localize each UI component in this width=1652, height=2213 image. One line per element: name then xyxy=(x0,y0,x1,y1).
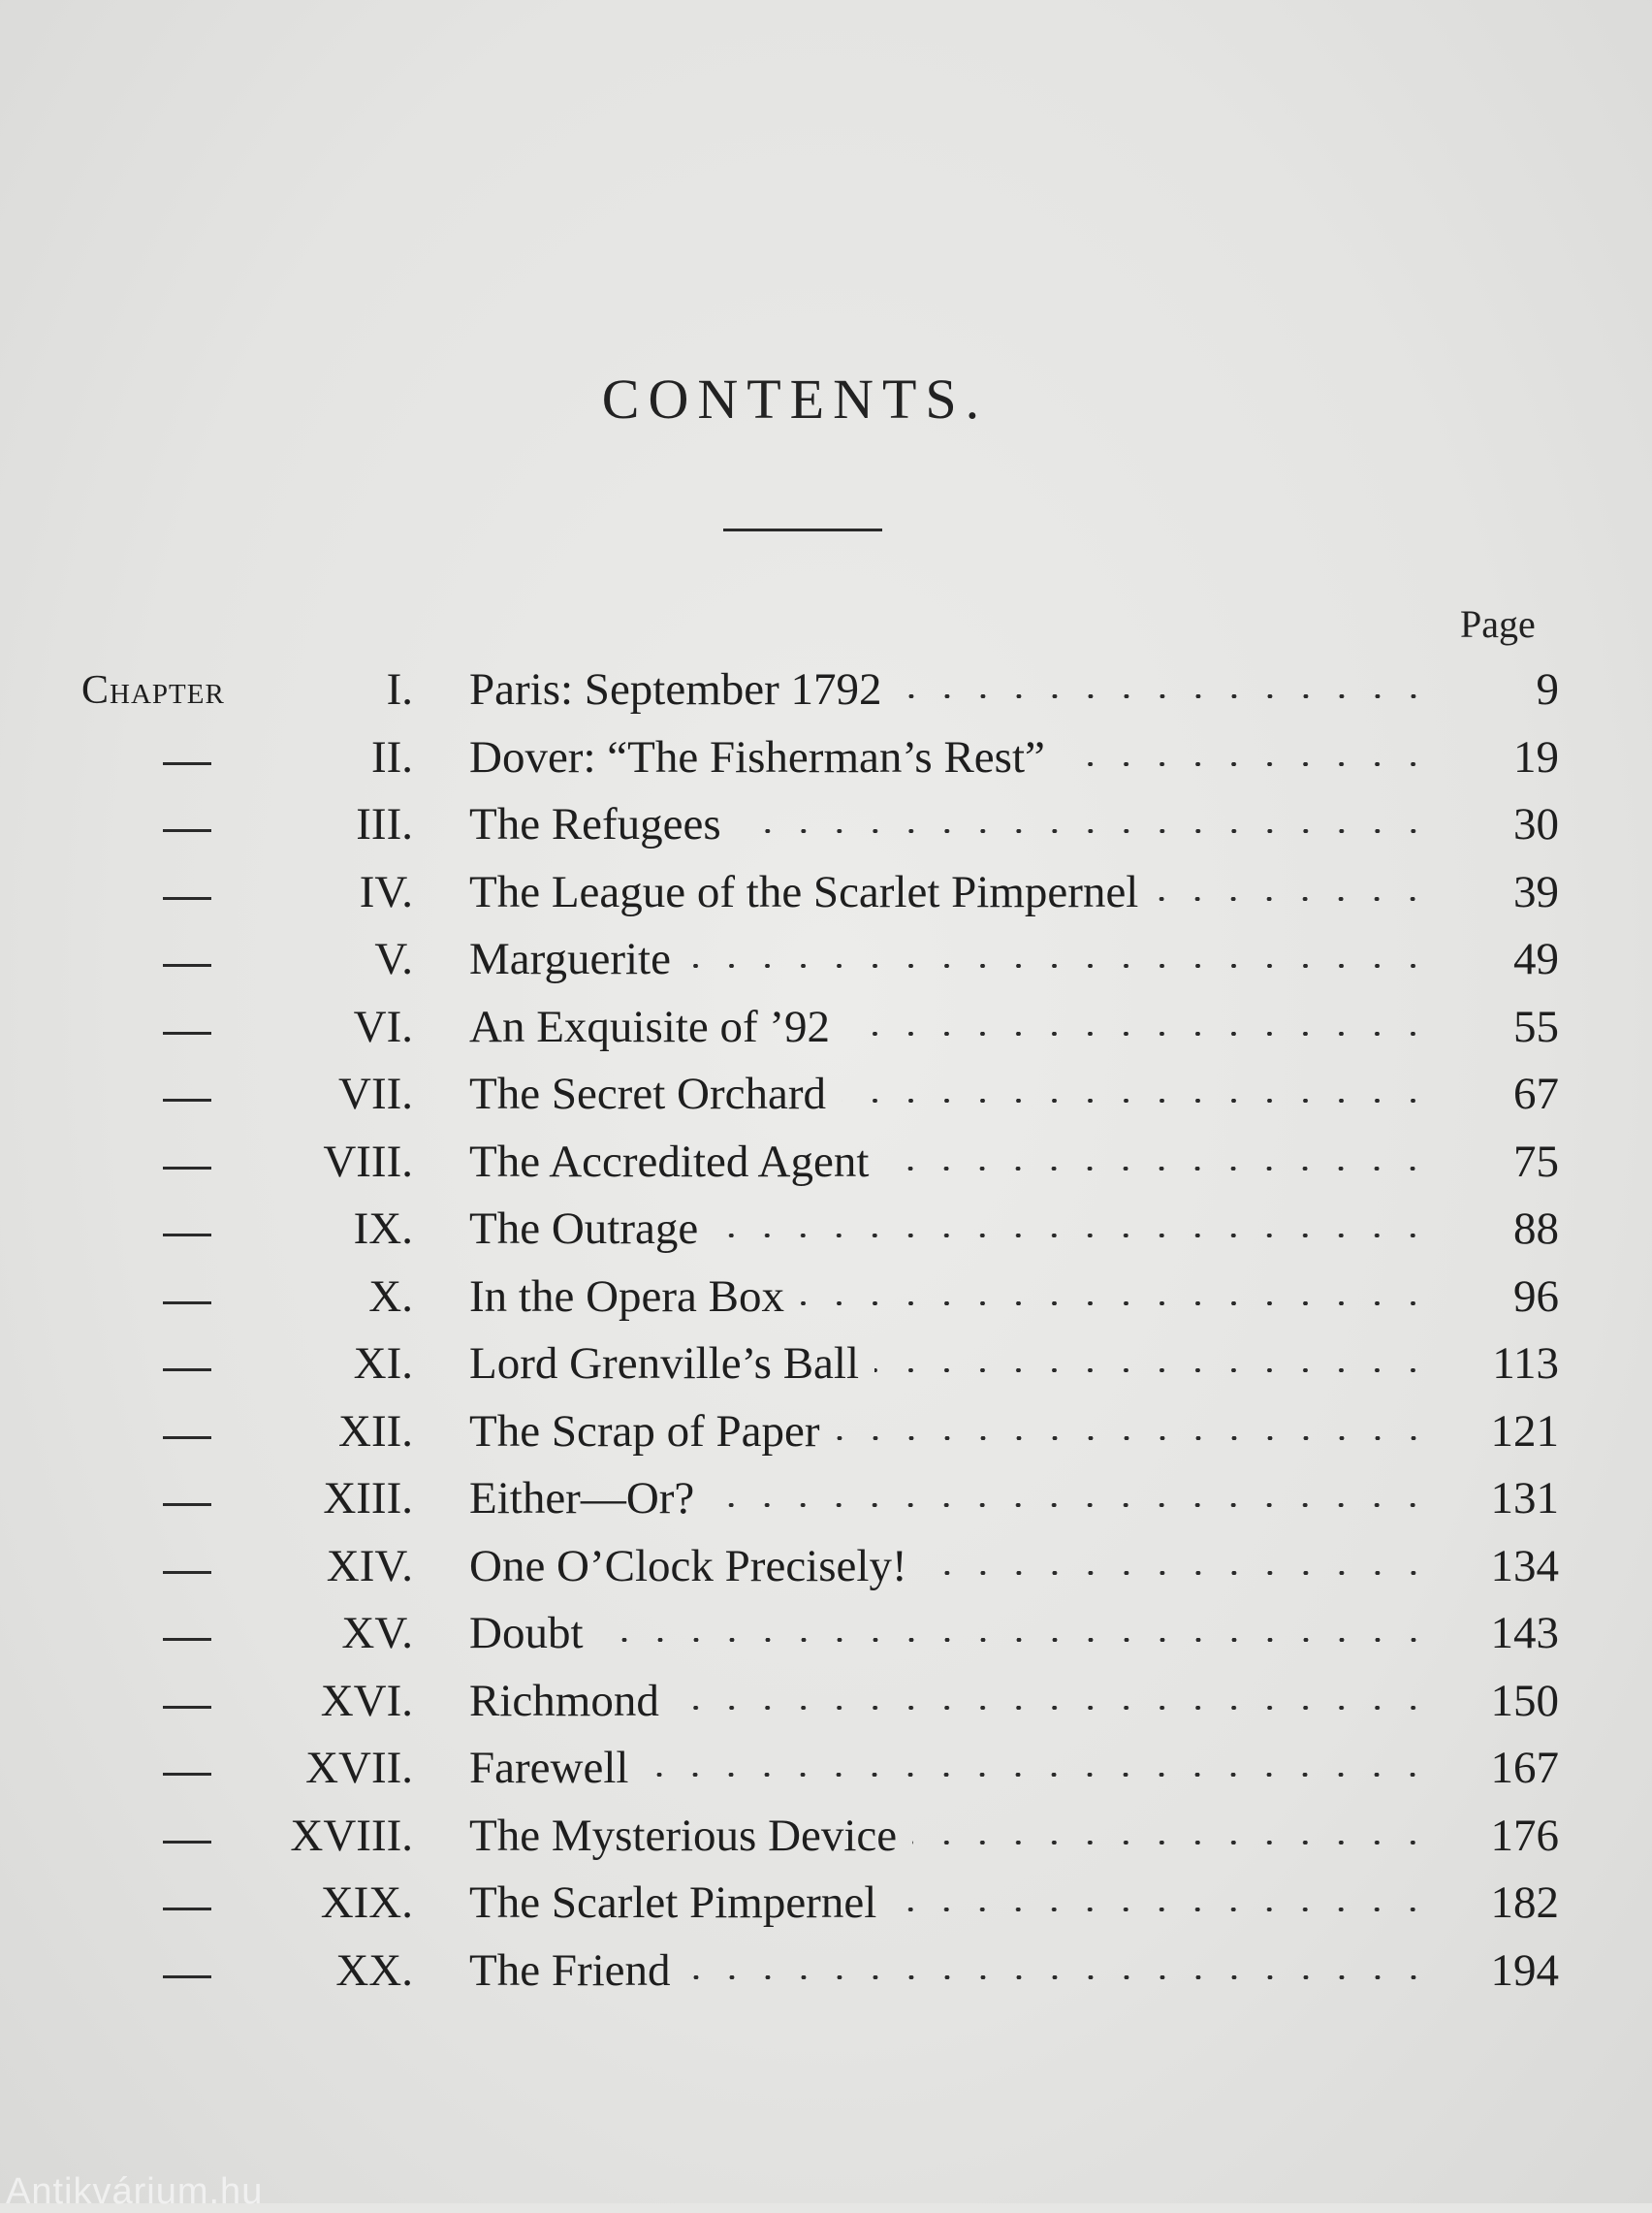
chapter-numeral: IV. xyxy=(359,866,413,917)
chapter-title: The Secret Orchard xyxy=(469,1069,826,1119)
page-number: 30 xyxy=(1513,799,1559,850)
chapter-title: The Accredited Agent xyxy=(469,1136,870,1187)
ditto-dash xyxy=(163,1908,211,1910)
page-number: 55 xyxy=(1513,1001,1559,1052)
chapter-numeral: XX. xyxy=(335,1944,413,1996)
chapter-numeral: VII. xyxy=(338,1069,413,1119)
toc-entry xyxy=(0,1536,1652,1604)
dot-leader xyxy=(874,1368,1431,1372)
chapter-numeral: XIII. xyxy=(323,1473,413,1523)
chapter-title: An Exquisite of ’92 xyxy=(469,1001,831,1052)
ditto-dash xyxy=(163,1436,211,1439)
toc-entry xyxy=(0,1199,1652,1267)
chapter-title: Farewell xyxy=(469,1743,629,1793)
ditto-dash xyxy=(163,829,211,832)
toc-entry xyxy=(0,1333,1652,1401)
dot-leader xyxy=(884,1167,1431,1171)
page-number: 121 xyxy=(1490,1405,1559,1457)
chapter-title: Dover: “The Fisherman’s Rest” xyxy=(469,731,1045,783)
dot-leader xyxy=(599,1638,1432,1642)
page-number: 182 xyxy=(1490,1877,1559,1928)
page-number: 96 xyxy=(1513,1270,1559,1322)
dot-leader xyxy=(892,1908,1431,1911)
chapter-title: The Scarlet Pimpernel xyxy=(469,1877,877,1928)
ditto-dash xyxy=(163,1706,211,1709)
dot-leader xyxy=(686,964,1431,968)
table-of-contents xyxy=(0,659,1652,2007)
toc-entry xyxy=(0,997,1652,1065)
chapter-numeral: I. xyxy=(386,664,413,715)
dot-leader xyxy=(737,829,1431,833)
chapter-title: Doubt xyxy=(469,1608,584,1658)
toc-entry xyxy=(0,1671,1652,1739)
ditto-dash xyxy=(163,1638,211,1641)
toc-entry xyxy=(0,929,1652,997)
dot-leader xyxy=(836,1436,1432,1440)
chapter-title: The Refugees xyxy=(469,799,721,850)
dot-leader xyxy=(714,1234,1431,1237)
contents-heading: CONTENTS. xyxy=(601,368,989,431)
page-number: 150 xyxy=(1490,1675,1559,1726)
chapter-title: The Mysterious Device xyxy=(469,1810,898,1861)
ditto-dash xyxy=(163,1773,211,1776)
page-number: 49 xyxy=(1513,934,1559,984)
toc-entry xyxy=(0,727,1652,795)
page-number: 39 xyxy=(1513,866,1559,917)
ditto-dash xyxy=(163,1571,211,1574)
ditto-dash xyxy=(163,1368,211,1371)
chapter-numeral: III. xyxy=(356,799,413,850)
ditto-dash xyxy=(163,1167,211,1170)
toc-entry xyxy=(0,1873,1652,1940)
ditto-dash xyxy=(163,964,211,967)
page-number: 113 xyxy=(1492,1338,1559,1389)
chapter-numeral: XIV. xyxy=(326,1540,413,1591)
page-number: 143 xyxy=(1490,1608,1559,1658)
chapter-numeral: VI. xyxy=(353,1001,413,1052)
chapter-numeral: XVII. xyxy=(305,1743,413,1793)
chapter-title: Either—Or? xyxy=(469,1473,695,1523)
page-number: 19 xyxy=(1513,731,1559,783)
page-number: 9 xyxy=(1536,664,1559,715)
dot-leader xyxy=(842,1099,1431,1103)
chapter-numeral: IX. xyxy=(353,1203,413,1254)
toc-entry xyxy=(0,1267,1652,1334)
chapter-title: In the Opera Box xyxy=(469,1270,784,1322)
chapter-title: One O’Clock Precisely! xyxy=(469,1540,907,1591)
chapter-numeral: II. xyxy=(370,731,413,783)
heading-rule xyxy=(723,529,882,531)
ditto-dash xyxy=(163,1503,211,1506)
chapter-numeral: V. xyxy=(374,934,413,984)
toc-entry xyxy=(0,1603,1652,1671)
dot-leader xyxy=(1061,762,1431,766)
page-number: 194 xyxy=(1490,1944,1559,1996)
ditto-dash xyxy=(163,1234,211,1236)
ditto-dash xyxy=(163,897,211,900)
dot-leader xyxy=(644,1773,1431,1777)
page-number: 167 xyxy=(1490,1743,1559,1793)
page-number: 75 xyxy=(1513,1136,1559,1187)
toc-entry xyxy=(0,1468,1652,1536)
chapter-numeral: XV. xyxy=(341,1608,413,1658)
chapter-numeral: XI. xyxy=(353,1338,413,1389)
chapter-numeral: VIII. xyxy=(323,1136,413,1187)
chapter-title: The Friend xyxy=(469,1944,671,1996)
ditto-dash xyxy=(163,1099,211,1102)
dot-leader xyxy=(686,1975,1431,1979)
dot-leader xyxy=(923,1571,1431,1575)
page-number: 88 xyxy=(1513,1203,1559,1254)
dot-leader xyxy=(1154,897,1431,901)
chapter-title: The Outrage xyxy=(469,1203,699,1254)
chapter-title: The Scrap of Paper xyxy=(469,1405,820,1457)
page-number: 176 xyxy=(1490,1810,1559,1861)
ditto-dash xyxy=(163,1841,211,1844)
toc-entry xyxy=(0,862,1652,930)
dot-leader xyxy=(675,1706,1431,1710)
dot-leader xyxy=(898,694,1431,698)
watermark: Antikvárium.hu xyxy=(6,2171,264,2212)
toc-entry xyxy=(0,1806,1652,1874)
page-column-label: Page xyxy=(1460,602,1536,646)
dot-leader xyxy=(845,1032,1431,1036)
dot-leader xyxy=(710,1503,1431,1507)
chapter-numeral: X. xyxy=(368,1270,413,1322)
toc-entry xyxy=(0,1401,1652,1469)
chapter-title: Richmond xyxy=(469,1675,659,1726)
chapter-numeral: XVI. xyxy=(320,1675,413,1726)
chapter-title: The League of the Scarlet Pimpernel xyxy=(469,866,1139,917)
dot-leader xyxy=(912,1841,1431,1844)
chapter-title: Paris: September 1792 xyxy=(469,664,882,715)
chapter-title: Lord Grenville’s Ball xyxy=(469,1338,860,1389)
ditto-dash xyxy=(163,1301,211,1304)
toc-entry xyxy=(0,1132,1652,1200)
ditto-dash xyxy=(163,762,211,765)
chapter-label: Chapter xyxy=(81,668,225,713)
page-number: 67 xyxy=(1513,1069,1559,1119)
page-number: 131 xyxy=(1490,1473,1559,1523)
ditto-dash xyxy=(163,1975,211,1978)
dot-leader xyxy=(800,1301,1431,1305)
page-number: 134 xyxy=(1490,1540,1559,1591)
toc-entry xyxy=(0,1738,1652,1806)
chapter-numeral: XIX. xyxy=(320,1877,413,1928)
toc-entry xyxy=(0,1940,1652,2008)
toc-entry xyxy=(0,794,1652,862)
chapter-numeral: XVIII. xyxy=(290,1810,413,1861)
toc-entry xyxy=(0,659,1652,727)
chapter-numeral: XII. xyxy=(338,1405,413,1457)
ditto-dash xyxy=(163,1032,211,1035)
toc-entry xyxy=(0,1064,1652,1132)
chapter-title: Marguerite xyxy=(469,934,671,984)
